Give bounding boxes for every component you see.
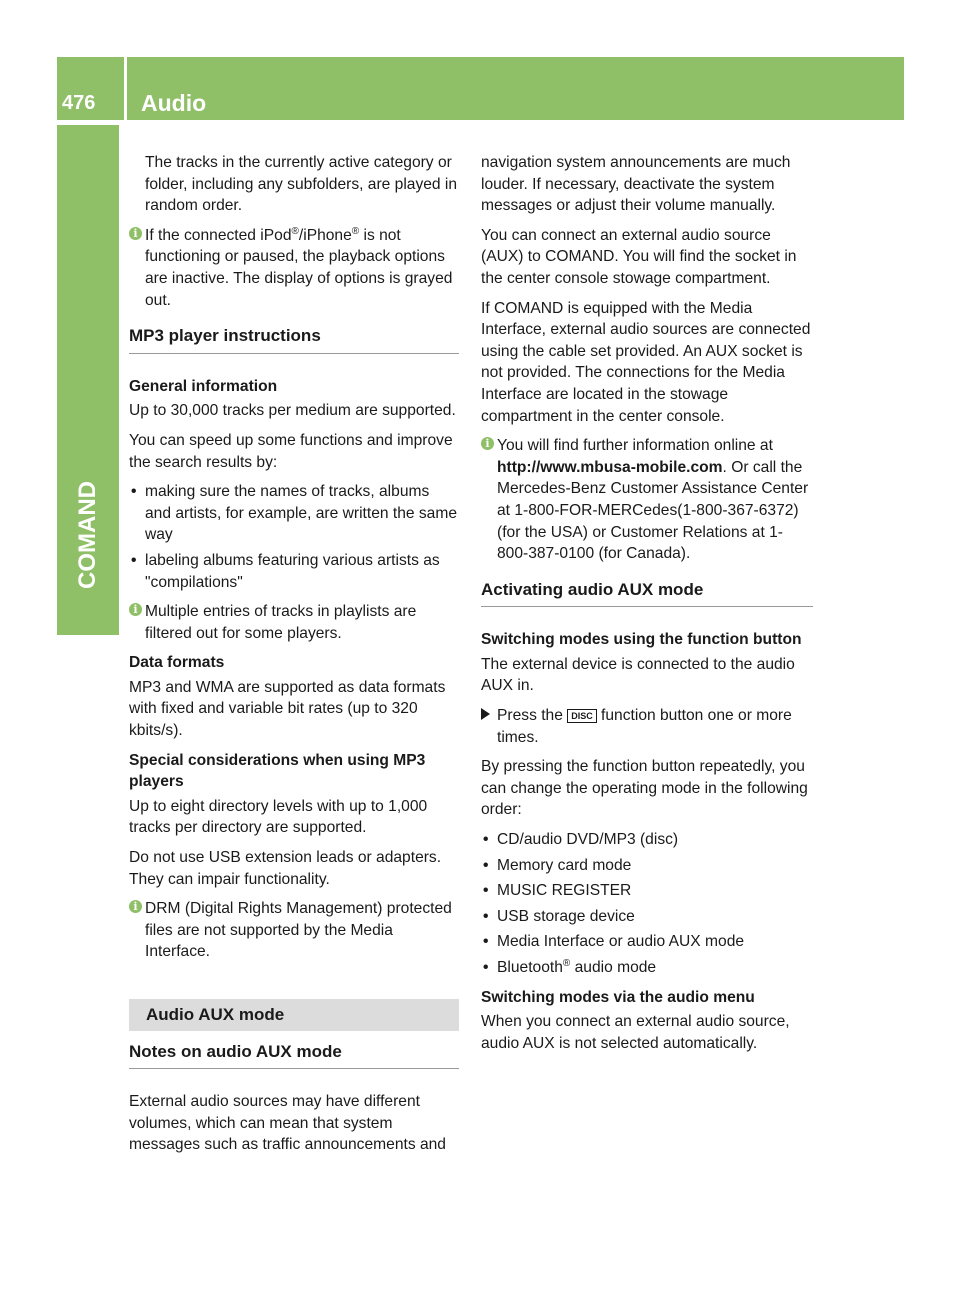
side-tab-label: COMAND xyxy=(74,481,101,589)
usb-paragraph: Do not use USB extension leads or adapters. They can impair functionality. xyxy=(129,849,442,888)
website-link[interactable]: http://www.mbusa-mobile.com xyxy=(497,458,723,476)
list-item: • MUSIC REGISTER xyxy=(483,882,632,900)
formats-paragraph: MP3 and WMA are supported as data formats with fixed and variable bit rates (up to 320 kbits/s). xyxy=(129,678,446,740)
heading-audio-aux-mode: Audio AUX mode xyxy=(129,999,459,1031)
levels-paragraph: Up to eight directory levels with up to 1,000 tracks per directory are supported. xyxy=(129,797,428,837)
random-order-paragraph: The tracks in the currently active category or folder, including any subfolders, are played in random order. xyxy=(145,154,458,215)
list-item: • labeling albums featuring various artists as "compilations" xyxy=(131,551,440,591)
action-step: Press the DISC function button one or more times. xyxy=(481,705,813,748)
header-divider xyxy=(124,57,127,120)
heading-notes-aux: Notes on audio AUX mode xyxy=(129,1041,459,1070)
list-item: • Bluetooth® audio mode xyxy=(483,957,657,976)
section-title: Audio xyxy=(141,90,207,116)
connect-paragraph: You can connect an external audio source (AUX) to COMAND. You will find the socket in the center console stowage compartment. xyxy=(481,226,797,287)
list-item: • CD/audio DVD/MP3 (disc) xyxy=(483,831,679,849)
heading-switch-audio-menu: Switching modes via the audio menu xyxy=(481,988,755,1006)
heading-special-considerations: Special considerations when using MP3 players xyxy=(129,751,426,791)
device-paragraph: The external device is connected to the audio AUX in. xyxy=(481,655,795,695)
arrow-icon xyxy=(481,708,490,720)
list-item: • making sure the names of tracks, albums and artists, for example, are written the same way xyxy=(131,483,458,544)
info-icon: i xyxy=(129,227,142,240)
left-column xyxy=(129,152,459,1164)
heading-general-information: General information xyxy=(129,377,278,395)
info-icon: i xyxy=(129,900,142,913)
disc-button-icon: DISC xyxy=(567,709,597,723)
pressing-paragraph: By pressing the function button repeatedly, you can change the operating mode in the following order: xyxy=(481,758,808,819)
right-column xyxy=(481,152,813,1062)
speed-paragraph: You can speed up some functions and improve the search results by: xyxy=(129,431,453,471)
list-item: • USB storage device xyxy=(483,907,635,925)
heading-mp3-instructions: MP3 player instructions xyxy=(129,325,459,354)
info-note-ipod: i If the connected iPod®/iPhone® is not functioning or paused, the playback options are inactive. The display of options is grayed out. xyxy=(129,225,459,311)
auto-select-paragraph: When you connect an external audio source, audio AUX is not selected automatically. xyxy=(481,1013,790,1052)
info-note-playlists: i Multiple entries of tracks in playlists are filtered out for some players. xyxy=(129,601,459,644)
heading-switch-function-button: Switching modes using the function button xyxy=(481,631,802,649)
heading-data-formats: Data formats xyxy=(129,654,225,672)
volumes-paragraph: External audio sources may have different volumes, which can mean that system messages such as traffic announcements and xyxy=(129,1093,446,1154)
info-note-drm: i DRM (Digital Rights Management) protected files are not supported by the Media Interface. xyxy=(129,898,459,963)
page-number: 476 xyxy=(62,92,96,114)
list-item: • Memory card mode xyxy=(483,856,632,874)
list-item: • Media Interface or audio AUX mode xyxy=(483,933,745,951)
tracks-paragraph: Up to 30,000 tracks per medium are supported. xyxy=(129,402,456,420)
heading-activating-aux: Activating audio AUX mode xyxy=(481,579,813,608)
info-note-contact: i You will find further information online at http://www.mbusa-mobile.com. Or call the Mercedes-Benz Customer Assistance Center at 1-800-FOR-MERCedes(1-800-367-6372) (for the USA) or Customer Relations at 1-800-387-0100 (for Canada). xyxy=(481,435,813,565)
info-icon: i xyxy=(481,437,494,450)
media-interface-paragraph: If COMAND is equipped with the Media Interface, external audio sources are connected using the cable set provided. An AUX socket is not provided. The connections for the Media Interface are located in the stowage compartment in the center console. xyxy=(481,299,811,425)
announcements-paragraph: navigation system announcements are much louder. If necessary, deactivate the system messages or adjust their volume manually. xyxy=(481,154,791,215)
info-icon: i xyxy=(129,603,142,616)
